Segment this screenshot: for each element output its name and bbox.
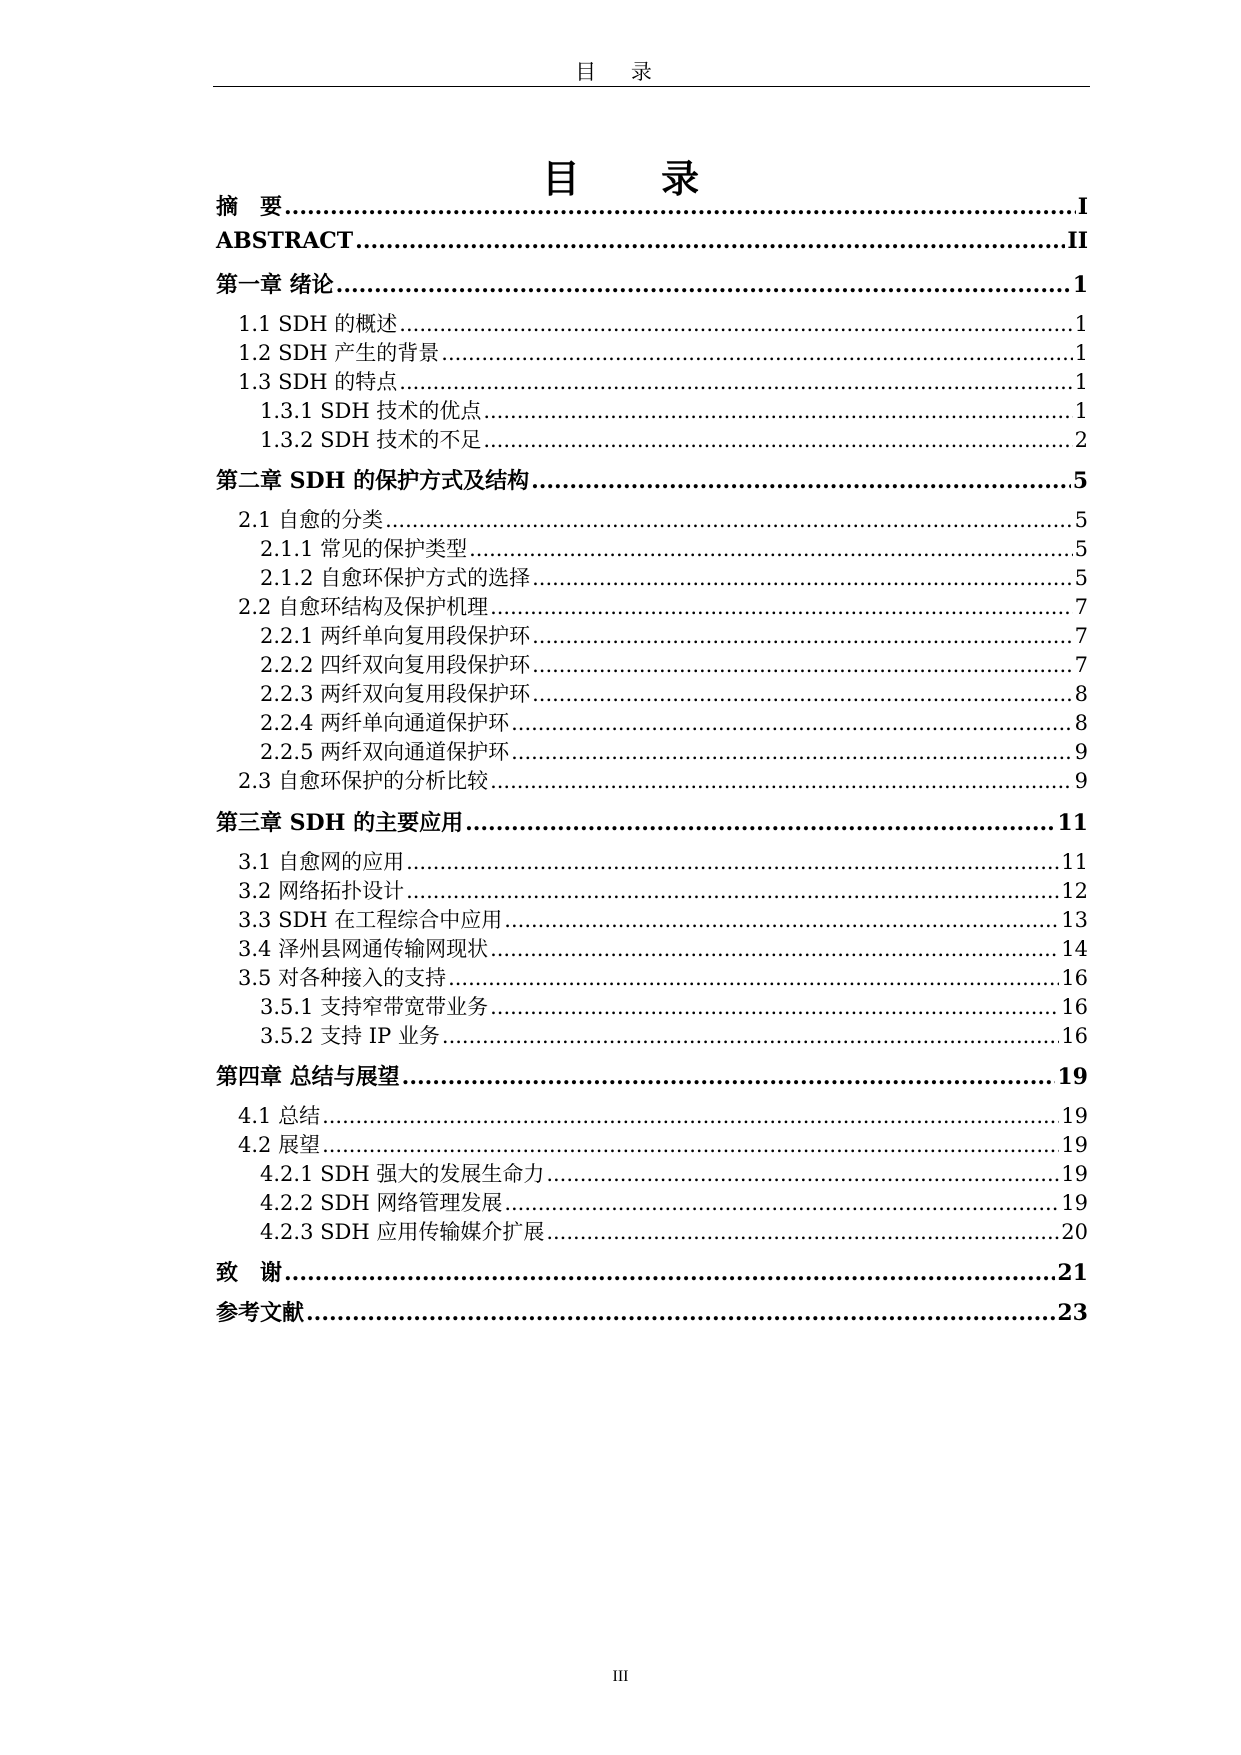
- toc-entry-label: 第一章 绪论: [216, 272, 334, 298]
- toc-entry-label: 3.4 泽州县网通传输网现状: [238, 937, 489, 961]
- toc-entry-page: 8: [1074, 682, 1088, 706]
- toc-leader-dots: [490, 937, 1059, 961]
- toc-entry-page: 11: [1057, 810, 1088, 836]
- toc-entry-page: 16: [1061, 1024, 1088, 1048]
- toc-entry[interactable]: [260, 707, 1088, 737]
- toc-entry-page: 9: [1074, 769, 1088, 793]
- toc-entry-page: 21: [1057, 1260, 1088, 1286]
- toc-entry[interactable]: [238, 904, 1088, 934]
- toc-entry-page: 19: [1061, 1104, 1088, 1128]
- toc-entry-page: 16: [1061, 995, 1088, 1019]
- toc-entry-page: 1: [1072, 272, 1088, 298]
- toc-entry-label: 1.3 SDH 的特点: [238, 370, 398, 394]
- toc-entry[interactable]: [260, 1020, 1088, 1050]
- toc-entry-label: 2.1.1 常见的保护类型: [260, 537, 468, 561]
- toc-entry-page: 5: [1074, 566, 1088, 590]
- toc-entry[interactable]: [260, 678, 1088, 708]
- toc-entry-label: 第二章 SDH 的保护方式及结构: [216, 468, 530, 494]
- toc-entry[interactable]: [216, 1256, 1088, 1286]
- toc-entry-page: 5: [1074, 508, 1088, 532]
- toc-entry-page: 19: [1057, 1064, 1088, 1090]
- toc-entry-page: 12: [1061, 879, 1088, 903]
- toc-entry[interactable]: [216, 464, 1088, 494]
- page-number: III: [612, 1668, 629, 1685]
- toc-entry-page: I: [1077, 194, 1088, 220]
- toc-leader-dots: [469, 537, 1073, 561]
- toc-leader-dots: [399, 370, 1072, 394]
- toc-entry-label: 2.1.2 自愈环保护方式的选择: [260, 566, 531, 590]
- toc-leader-dots: [442, 1024, 1059, 1048]
- toc-entry-label: 2.2.4 两纤单向通道保护环: [260, 711, 510, 735]
- toc-entry-page: 2: [1074, 428, 1088, 452]
- toc-leader-dots: [532, 682, 1073, 706]
- toc-entry[interactable]: [238, 962, 1088, 992]
- toc-entry[interactable]: [216, 228, 1088, 258]
- toc-entry[interactable]: [216, 268, 1088, 298]
- toc-leader-dots: [399, 312, 1072, 336]
- toc-entry-page: 19: [1061, 1191, 1088, 1215]
- toc-entry-label: 3.2 网络拓扑设计: [238, 879, 405, 903]
- toc-entry[interactable]: [216, 1296, 1088, 1326]
- toc-entry-label: 第三章 SDH 的主要应用: [216, 810, 464, 836]
- toc-leader-dots: [406, 850, 1059, 874]
- toc-leader-dots: [406, 879, 1059, 903]
- toc-leader-dots: [504, 908, 1059, 932]
- toc-entry-label: 2.2 自愈环结构及保护机理: [238, 595, 489, 619]
- toc-leader-dots: [441, 341, 1072, 365]
- toc-entry-page: 1: [1074, 399, 1088, 423]
- toc-entry[interactable]: [260, 991, 1088, 1021]
- toc-entry[interactable]: [260, 1158, 1088, 1188]
- toc-entry-page: 9: [1074, 740, 1088, 764]
- toc-entry[interactable]: [260, 395, 1088, 425]
- toc-entry[interactable]: [260, 649, 1088, 679]
- toc-entry-label: 2.2.1 两纤单向复用段保护环: [260, 624, 531, 648]
- toc-leader-dots: [483, 428, 1072, 452]
- toc-entry-label: 4.2.1 SDH 强大的发展生命力: [260, 1162, 545, 1186]
- page-title: 目 录: [541, 157, 734, 201]
- toc-entry-page: 1: [1074, 341, 1088, 365]
- toc-entry-label: 2.2.5 两纤双向通道保护环: [260, 740, 510, 764]
- toc-leader-dots: [284, 194, 1076, 220]
- toc-entry-label: 1.1 SDH 的概述: [238, 312, 398, 336]
- toc-entry-page: 1: [1074, 370, 1088, 394]
- toc-entry-label: 3.5 对各种接入的支持: [238, 966, 447, 990]
- toc-leader-dots: [490, 595, 1073, 619]
- toc-entry-page: 7: [1074, 653, 1088, 677]
- toc-leader-dots: [385, 508, 1073, 532]
- toc-leader-dots: [532, 653, 1073, 677]
- toc-entry[interactable]: [238, 308, 1088, 338]
- toc-entry-label: 4.2.3 SDH 应用传输媒介扩展: [260, 1220, 545, 1244]
- toc-leader-dots: [532, 624, 1073, 648]
- toc-entry[interactable]: [260, 736, 1088, 766]
- toc-leader-dots: [284, 1260, 1055, 1286]
- toc-entry[interactable]: [238, 875, 1088, 905]
- toc-entry[interactable]: [260, 562, 1088, 592]
- toc-leader-dots: [531, 468, 1071, 494]
- toc-entry[interactable]: [216, 806, 1088, 836]
- toc-leader-dots: [465, 810, 1055, 836]
- toc-entry-label: 3.1 自愈网的应用: [238, 850, 405, 874]
- toc-entry-page: 14: [1061, 937, 1088, 961]
- toc-entry-page: 7: [1074, 624, 1088, 648]
- toc-leader-dots: [336, 272, 1071, 298]
- toc-entry[interactable]: [238, 846, 1088, 876]
- toc-entry-label: 4.2 展望: [238, 1133, 321, 1157]
- toc-leader-dots: [483, 399, 1072, 423]
- toc-entry-label: 2.1 自愈的分类: [238, 508, 384, 532]
- toc-entry-page: 7: [1074, 595, 1088, 619]
- toc-entry-label: 参考文献: [216, 1300, 305, 1326]
- toc-leader-dots: [402, 1064, 1056, 1090]
- toc-entry[interactable]: [238, 765, 1088, 795]
- toc-leader-dots: [448, 966, 1059, 990]
- toc-entry[interactable]: [216, 1060, 1088, 1090]
- toc-leader-dots: [511, 711, 1073, 735]
- toc-entry-label: 1.2 SDH 产生的背景: [238, 341, 440, 365]
- toc-entry-page: 8: [1074, 711, 1088, 735]
- toc-entry[interactable]: [260, 1187, 1088, 1217]
- toc-entry-label: 4.2.2 SDH 网络管理发展: [260, 1191, 503, 1215]
- toc-entry-label: 3.5.1 支持窄带宽带业务: [260, 995, 489, 1019]
- toc-entry[interactable]: [238, 366, 1088, 396]
- toc-entry[interactable]: [238, 337, 1088, 367]
- toc-entry[interactable]: [238, 1129, 1088, 1159]
- toc-entry-page: 20: [1061, 1220, 1088, 1244]
- toc-entry-label: 3.5.2 支持 IP 业务: [260, 1024, 440, 1048]
- toc-entry-page: 19: [1061, 1133, 1088, 1157]
- toc-entry[interactable]: [260, 620, 1088, 650]
- toc-leader-dots: [322, 1104, 1059, 1128]
- toc-leader-dots: [355, 228, 1065, 254]
- toc-leader-dots: [546, 1220, 1059, 1244]
- toc-leader-dots: [490, 995, 1059, 1019]
- toc-entry-page: II: [1067, 228, 1088, 254]
- toc-entry-page: 13: [1061, 908, 1088, 932]
- toc-entry-label: 第四章 总结与展望: [216, 1064, 400, 1090]
- toc-leader-dots: [504, 1191, 1059, 1215]
- toc-entry-label: 2.3 自愈环保护的分析比较: [238, 769, 489, 793]
- toc-entry[interactable]: [216, 190, 1088, 220]
- toc-entry-page: 5: [1074, 537, 1088, 561]
- toc-entry[interactable]: [260, 1216, 1088, 1246]
- running-header: 目 录: [575, 60, 666, 84]
- toc-entry-label: 4.1 总结: [238, 1104, 321, 1128]
- toc-entry-label: 3.3 SDH 在工程综合中应用: [238, 908, 503, 932]
- toc-entry[interactable]: [238, 1100, 1088, 1130]
- toc-entry-page: 16: [1061, 966, 1088, 990]
- toc-entry-page: 5: [1072, 468, 1088, 494]
- toc-leader-dots: [532, 566, 1073, 590]
- toc-entry[interactable]: [238, 504, 1088, 534]
- toc-entry-label: ABSTRACT: [216, 228, 354, 254]
- toc-entry-page: 1: [1074, 312, 1088, 336]
- toc-entry-page: 23: [1057, 1300, 1088, 1326]
- toc-leader-dots: [306, 1300, 1055, 1326]
- toc-leader-dots: [322, 1133, 1059, 1157]
- toc-entry-page: 11: [1061, 850, 1088, 874]
- toc-entry[interactable]: [238, 591, 1088, 621]
- toc-entry-label: 1.3.1 SDH 技术的优点: [260, 399, 482, 423]
- toc-entry[interactable]: [260, 533, 1088, 563]
- toc-entry-label: 2.2.2 四纤双向复用段保护环: [260, 653, 531, 677]
- toc-entry[interactable]: [238, 933, 1088, 963]
- toc-entry-label: 2.2.3 两纤双向复用段保护环: [260, 682, 531, 706]
- toc-leader-dots: [511, 740, 1073, 764]
- toc-entry-label: 1.3.2 SDH 技术的不足: [260, 428, 482, 452]
- toc-leader-dots: [546, 1162, 1059, 1186]
- toc-entry-label: 致 谢: [216, 1260, 283, 1286]
- toc-entry[interactable]: [260, 424, 1088, 454]
- toc-entry-label: 摘 要: [216, 194, 283, 220]
- toc-leader-dots: [490, 769, 1073, 793]
- toc-entry-page: 19: [1061, 1162, 1088, 1186]
